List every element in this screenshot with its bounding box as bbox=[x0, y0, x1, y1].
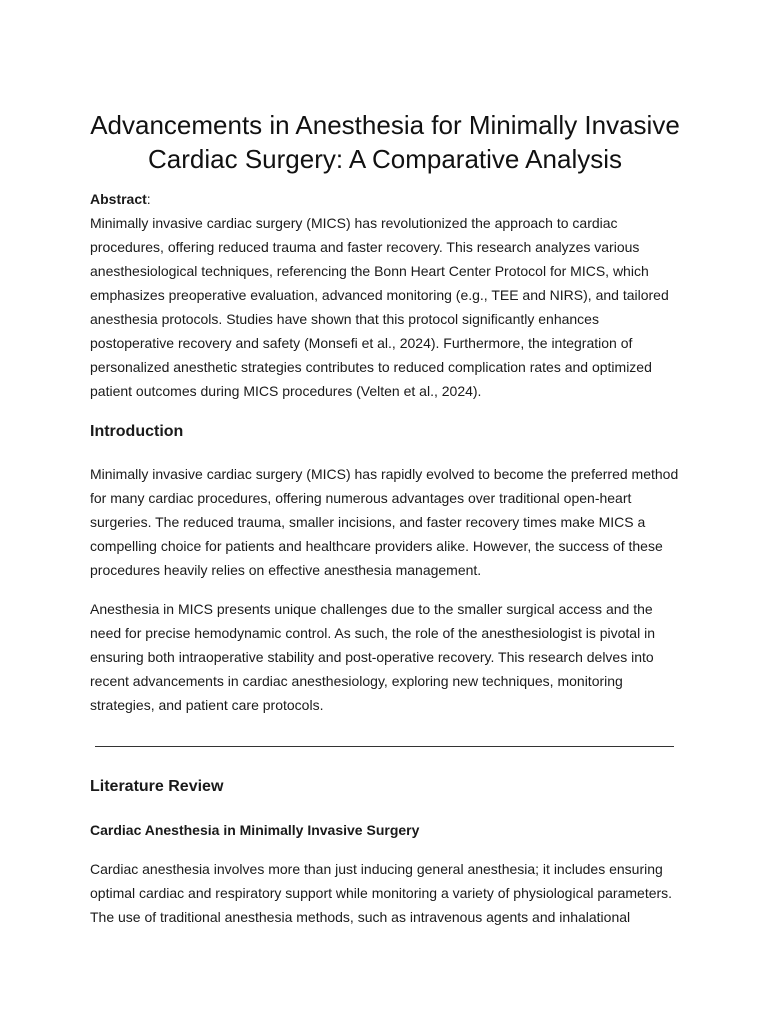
introduction-paragraph-2: Anesthesia in MICS presents unique challenges due to the smaller surgical access and the need for precise hemodynamic control. As such, the role of the anesthesiologist is pivotal in ensuring both intraoperative stability and post-operative recovery. This research delves into recent advancements in cardiac anesthesiology, exploring new techniques, monitoring strategies, and patient care protocols. bbox=[90, 601, 655, 713]
introduction-heading: Introduction bbox=[90, 423, 184, 440]
abstract-label-colon: : bbox=[146, 191, 151, 207]
literature-review-subheading: Cardiac Anesthesia in Minimally Invasive Surgery bbox=[90, 822, 420, 838]
abstract-section bbox=[90, 187, 680, 403]
section-divider bbox=[95, 746, 674, 747]
abstract-label: Abstract bbox=[90, 191, 147, 207]
abstract-body: Minimally invasive cardiac surgery (MICS) has revolutionized the approach to cardiac procedures, offering reduced trauma and faster recovery. This research analyzes various anesthesiological techniques, referencing the Bonn Heart Center Protocol for MICS, which emphasizes preoperative evaluation, advanced monitoring (e.g., TEE and NIRS), and tailored anesthesia protocols. Studies have shown that this protocol significantly enhances postoperative recovery and safety (Monsefi et al., 2024). Furthermore, the integration of personalized anesthetic strategies contributes to reduced complication rates and optimized patient outcomes during MICS procedures (Velten et al., 2024). bbox=[90, 215, 669, 399]
introduction-paragraph-1: Minimally invasive cardiac surgery (MICS) has rapidly evolved to become the preferred method for many cardiac procedures, offering numerous advantages over traditional open-heart surgeries. The reduced trauma, smaller incisions, and faster recovery times make MICS a compelling choice for patients and healthcare providers alike. However, the success of these procedures heavily relies on effective anesthesia management. bbox=[90, 466, 679, 578]
literature-review-paragraph: Cardiac anesthesia involves more than just inducing general anesthesia; it includes ensuring optimal cardiac and respiratory support while monitoring a variety of physiological parameters. The use of traditional anesthesia methods, such as intravenous agents and inhalational bbox=[90, 861, 673, 925]
paper-title: Advancements in Anesthesia for Minimally Invasive Cardiac Surgery: A Comparative Analysis bbox=[90, 110, 680, 174]
literature-review-heading: Literature Review bbox=[90, 778, 224, 795]
